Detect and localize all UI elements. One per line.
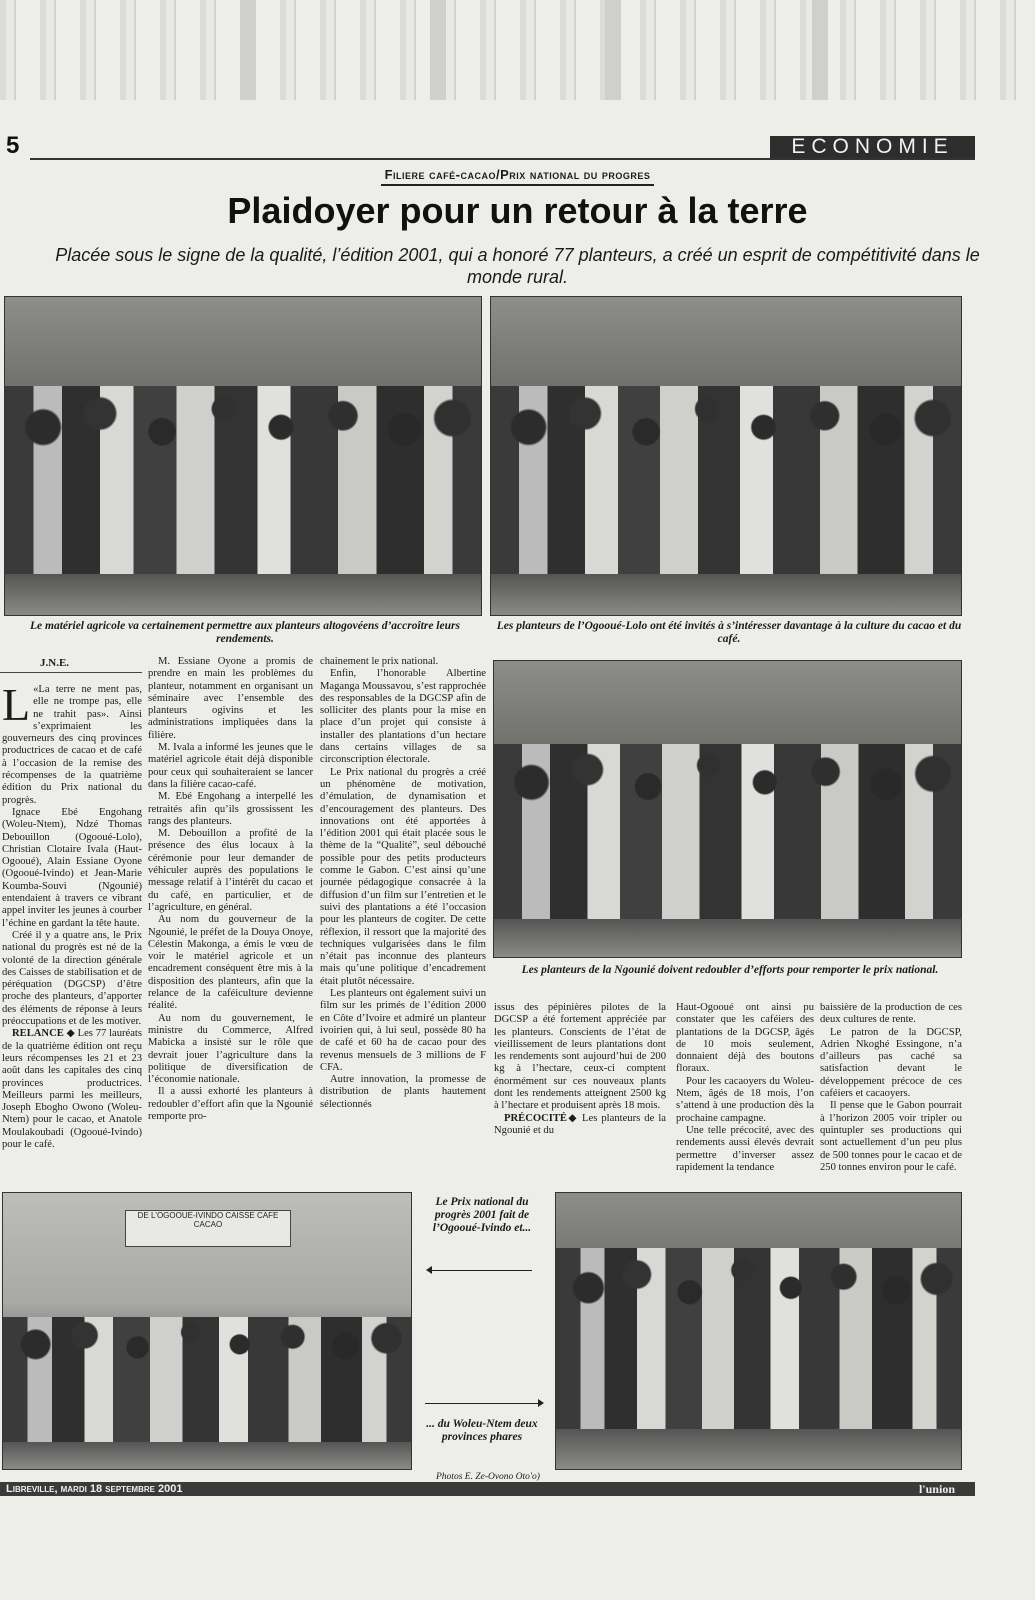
- section-rubric: ECONOMIE: [770, 136, 975, 158]
- article-col-4: [494, 1002, 666, 1178]
- arrow-right: [425, 1403, 538, 1404]
- header-rule: [30, 158, 975, 160]
- byline-rule: [0, 672, 142, 673]
- paragraph: Il pense que le Gabon pourrait à l’horizon 2005 voir tripler ou quintupler ses productions qui sont actuellement d’un peu plus de 500 tonnes pour le cacao et de 250 tonnes environ pour le café.: [820, 1100, 962, 1173]
- caption-photo3: Les planteurs de la Ngounié doivent redoubler d’efforts pour remporter le prix national.: [521, 964, 939, 976]
- deck: Placée sous le signe de la qualité, l’édition 2001, qui a honoré 77 planteurs, a créé un esprit de compétitivité dans le monde rural.: [55, 245, 980, 287]
- photo-ogooue-lolo: [490, 296, 962, 616]
- photo-ogooue-ivindo: [2, 1192, 412, 1470]
- paragraph: Au nom du gouvernement, le ministre du Commerce, Alfred Mabicka a insisté sur le rôle que devrait jouer l’agriculture dans la politique de diversification de l’économie nationale.: [148, 1012, 313, 1086]
- article-col-3: [320, 656, 486, 1176]
- caption-photo2: Les planteurs de l’Ogooué-Lolo ont été invités à s’intéresser davantage à la culture du cacao et du café.: [496, 620, 962, 645]
- photo-crowd: [491, 386, 961, 615]
- paragraph: M. Essiane Oyone a promis de prendre en main les problèmes du planteur, notamment en organisant un séminaire avec l’ensemble des planteurs ogivins et les administrations impliquées dans la filière.: [148, 656, 313, 741]
- paragraph: Autre innovation, la promesse de distribution de plants hautement sélectionnés: [320, 1074, 486, 1110]
- article-col-2: [148, 656, 313, 1176]
- paragraph: baissière de la production de ces deux cultures de rente.: [820, 1002, 962, 1026]
- paragraph: Pour les cacaoyers du Woleu-Ntem, âgés de 18 mois, l’on s’attend à une production dès la prochaine campagne.: [676, 1075, 814, 1124]
- photo-credit: Photos E. Ze-Ovono Oto'o): [436, 1472, 540, 1482]
- kicker: [0, 167, 1035, 182]
- dropcap: L: [2, 684, 31, 730]
- article-col-6: [820, 1002, 962, 1178]
- photo-woleu-ntem: [555, 1192, 962, 1470]
- paragraph: Le patron de la DGCSP, Adrien Nkoghé Essingone, n’a d’ailleurs pas caché sa satisfaction devant le développement précoce de ces caféiers et cacaoyers.: [820, 1026, 962, 1100]
- kicker-text: Filiere café-cacao/Prix national du progres: [381, 167, 655, 186]
- headline: Plaidoyer pour un retour à la terre: [227, 190, 808, 231]
- subhead-relance: RELANCE ◆: [12, 1028, 75, 1040]
- page-number: 5: [6, 132, 20, 159]
- article-col-5: [676, 1002, 814, 1178]
- paragraph: Les 77 lauréats de la quatrième édition ont reçu leurs récompenses les 21 et 23 août dans les capitales des cinq provinces productrices. Meilleurs parmi les meilleurs, Joseph Ebogho Owono (Woleu-Ntem) pour le cacao, et Anatole Moulakoubadi (Ogooué-Ivindo) pour le café.: [2, 1028, 142, 1150]
- photo-crowd: [5, 386, 481, 615]
- building-sign: DE L'OGOOUE-IVINDO CAISSE CAFE CACAO: [125, 1210, 290, 1248]
- paragraph: Le Prix national du progrès a créé un phénomène de motivation, d’émulation, de dynamisation et d’encouragement des planteurs. Des innovations ont été apportées à l’édition 2001 qui était placée sous le thème de la “Qualité”, seul débouché possible pour des petits producteurs comme le Gabon. C’est ainsi qu’une journée pédagogique consacrée à la diffusion d’un film sur l’entretien et le suivi des plantations a été l’occasion pour les planteurs de cogiter. De cette réflexion, il ressort que la majorité des techniques vulgarisées dans le film n’était pas inconnue des planteurs mais qu’une politique d’encadrement était plutôt nécessaire.: [320, 766, 486, 987]
- caption-photo1: Le matériel agricole va certainement permettre aux planteurs altogovéens d’accroître leurs rendements.: [30, 620, 460, 645]
- scan-top-band: [0, 0, 1035, 100]
- photo-haut-ogooue: [4, 296, 482, 616]
- paragraph: Créé il y a quatre ans, le Prix national du progrès est né de la volonté de la direction générale des Caisses de stabilisation et de péréquation (DGCSP) d’être proche des planteurs, d’apporter des éléments de réponse à leurs préoccupations et de les motiver.: [2, 929, 142, 1028]
- arrow-left: [432, 1270, 532, 1271]
- paragraph: chainement le prix national.: [320, 656, 439, 667]
- paragraph: Il a aussi exhorté les planteurs à redoubler d’effort afin que la Ngounié remporte pro-: [148, 1086, 313, 1122]
- paragraph: Haut-Ogooué ont ainsi pu constater que les caféiers des plantations de la DGCSP, âgés de 10 mois seulement, donnaient déjà des boutons floraux.: [676, 1002, 814, 1075]
- paragraph: Une telle précocité, avec des rendements aussi élevés devrait permettre d’inverser assez rapidement la tendance: [676, 1124, 814, 1173]
- footer-brand: l'union: [918, 1482, 955, 1496]
- paragraph: Au nom du gouverneur de la Ngounié, le préfet de la Douya Onoye, Célestin Makonga, a émis le vœu de voir le matériel agricole et un encadrement conséquent être mis à la disposition des planteurs, afin que la relance de la caféiculture devienne réalité.: [148, 914, 313, 1012]
- paragraph: Les planteurs ont également suivi un film sur les primés de l’édition 2000 en Côte d’Ivoire et admiré un planteur ivoirien qui, à lui seul, possède 80 ha de café et 60 ha de cacao pour des revenus mensuels de 3 millions de F CFA.: [320, 988, 486, 1073]
- paragraph: Les planteurs de la Ngounié et du: [494, 1112, 666, 1136]
- photo-ngounie: [493, 660, 962, 958]
- byline: J.N.E.: [40, 657, 70, 669]
- subhead-precocite: PRÉCOCITÉ◆: [504, 1112, 578, 1124]
- paragraph: issus des pépinières pilotes de la DGCSP a été fortement appréciée par les planteurs. Conscients de l’état de vieillissement de leurs plantations dont les rendements sont aujourd’hui de 200 kg à l’hectare, ceux-ci comptent énormément sur ces nouveaux plants dont les rendements atteignent 2500 kg à l’hectare et produisent après 18 mois.: [494, 1002, 666, 1112]
- article-col-1: [2, 684, 142, 1184]
- paragraph: Ignace Ebé Engohang (Woleu-Ntem), Ndzé Thomas Debouillon (Ogooué-Lolo), Christian Clotaire Ivala (Haut-Ogooué), Alain Essiane Oyone (Ogooué-Ivindo) et Jean-Marie Koumba-Souvi (Ngounié) entendaient à travers ce vibrant appel inviter les jeunes à courber l’échine en gardant la tête haute.: [2, 806, 142, 929]
- paragraph: M. Ebé Engohang a interpellé les retraités afin qu’ils grossissent les rangs des planteurs.: [148, 791, 313, 827]
- photo-crowd: [556, 1248, 961, 1469]
- photo-crowd: [494, 744, 961, 957]
- caption-photo5: ... du Woleu-Ntem deux provinces phares: [426, 1418, 538, 1443]
- paragraph: M. Ivala a informé les jeunes que le matériel agricole était déjà disponible pour ceux qui souhaiteraient se lancer dans la filière cacao-café.: [148, 742, 313, 790]
- photo-crowd: [3, 1317, 411, 1469]
- paragraph: «La terre ne ment pas, elle ne trompe pas, elle ne trahit pas». Ainsi s’exprimaient les gouverneurs des cinq provinces productrices de cacao et de café à l’occasion de la remise des récompenses de la quatrième édition du Prix national du progrès.: [2, 684, 142, 806]
- paragraph: Enfin, l’honorable Albertine Maganga Moussavou, s’est rapprochée des responsables de la DGCSP afin de solliciter des plants pour la mise en place d’un projet qui consiste à installer des plantations d’un hectare dans certains villages de sa circonscription électorale.: [320, 668, 486, 766]
- caption-photo4: Le Prix national du progrès 2001 fait de l’Ogooué-Ivindo et...: [432, 1196, 532, 1234]
- paragraph: M. Debouillon a profité de la présence des élus locaux à la cérémonie pour leur demander de véhiculer auprès des populations le message relatif à l’intérêt du cacao et du café, en particulier, et de l’agriculture, en général.: [148, 828, 313, 913]
- footer-dateline: Libreville, mardi 18 septembre 2001: [6, 1483, 183, 1495]
